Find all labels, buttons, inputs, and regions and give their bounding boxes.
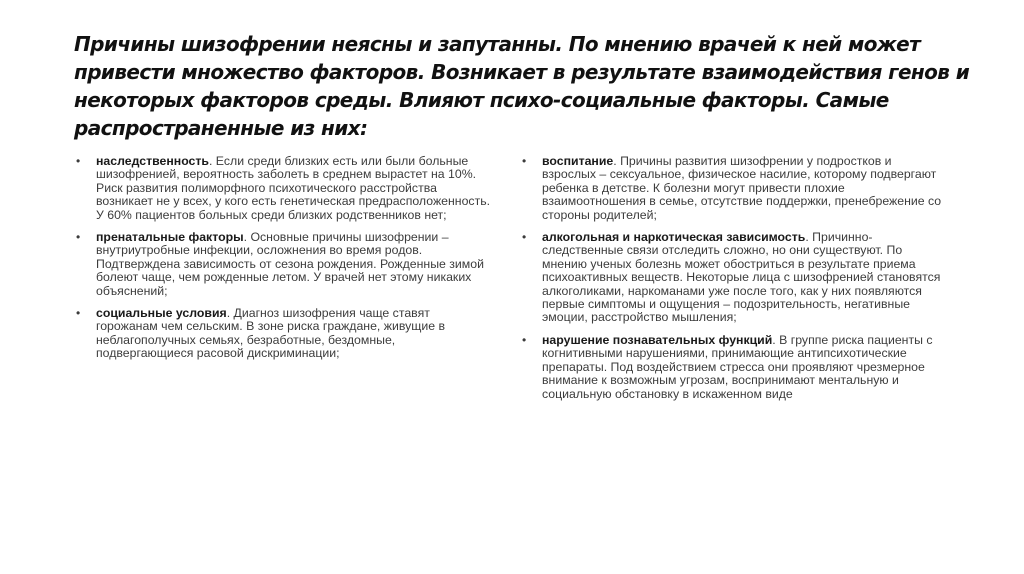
item-term: социальные условия bbox=[96, 306, 227, 321]
bullet-icon: • bbox=[522, 154, 527, 168]
right-column bbox=[520, 155, 944, 410]
list-item bbox=[74, 307, 494, 361]
item-text: . Диагноз шизофрения чаще ставят горожанам чем сельским. В зоне риска граждане, живущие в неблагополучных семьях, безработные, бездомные, подвергающиеся расовой дискриминации; bbox=[96, 306, 446, 361]
bullet-icon: • bbox=[76, 306, 81, 321]
item-text: . Основные причины шизофрении – внутриутробные инфекции, осложнения во время родов. Подтверждена зависимость от сезона рождения. Рожденные зимой болеют чаще, чем рожденные летом. У врачей нет этому никаких объяснений; bbox=[96, 230, 484, 298]
bullet-list-left bbox=[74, 155, 494, 361]
bullet-icon: • bbox=[76, 154, 81, 168]
item-term: пренатальные факторы bbox=[96, 230, 244, 245]
item-text: . В группе риска пациенты с когнитивными нарушениями, принимающие антипсихотические препараты. Под воздействием стресса они проявляют чрезмерное внимание к возможным угрозам, воспринимают ментальную и социальную обстановку в искаженном виде bbox=[542, 332, 933, 401]
item-term: наследственность bbox=[96, 154, 209, 168]
list-item bbox=[74, 155, 494, 222]
item-term: алкогольная и наркотическая зависимость bbox=[542, 230, 806, 245]
list-item bbox=[520, 231, 944, 325]
bullet-icon: • bbox=[522, 332, 527, 347]
list-item bbox=[520, 334, 944, 401]
item-term: нарушение познавательных функций bbox=[542, 332, 773, 347]
bullet-icon: • bbox=[76, 230, 81, 245]
bullet-icon: • bbox=[522, 230, 527, 245]
item-text: . Если среди близких есть или были больные шизофренией, вероятность заболеть в среднем вырастет на 10%. Риск развития полиморфного психотического расстройства возникает не у всех, у кого есть генетическая предрасположенность. У 60% пациентов больных среди близких родственников нет; bbox=[96, 154, 491, 222]
item-text: . Причины развития шизофрении у подростков и взрослых – сексуальное, физическое насилие, которому подвергают ребенка в детстве. К болезни могут привести плохие взаимоотношения в семье, отсутствие поддержки, пренебрежение со стороны родителей; bbox=[542, 154, 942, 222]
list-item bbox=[74, 231, 494, 298]
bullet-list-right bbox=[520, 155, 944, 401]
item-term: воспитание bbox=[542, 154, 614, 168]
slide-title: Причины шизофрении неясны и запутанны. По мнению врачей к ней может привести множество факторов. Возникает в результате взаимодействия генов и некоторых факторов среды. Влияют психо-социальные факторы. Самые распространенные из них: bbox=[74, 32, 970, 140]
item-text: . Причинно-следственные связи отследить сложно, но они существуют. По мнению ученых болезнь может обостриться в результате приема психоактивных веществ. Некоторые лица с шизофренией становятся алкоголиками, наркоманами уже после того, как у них появляются первые симптомы и ощущения – подозрительность, негативные эмоции, расстройство мышления; bbox=[542, 230, 941, 325]
list-item bbox=[520, 155, 944, 222]
left-column bbox=[74, 155, 494, 370]
